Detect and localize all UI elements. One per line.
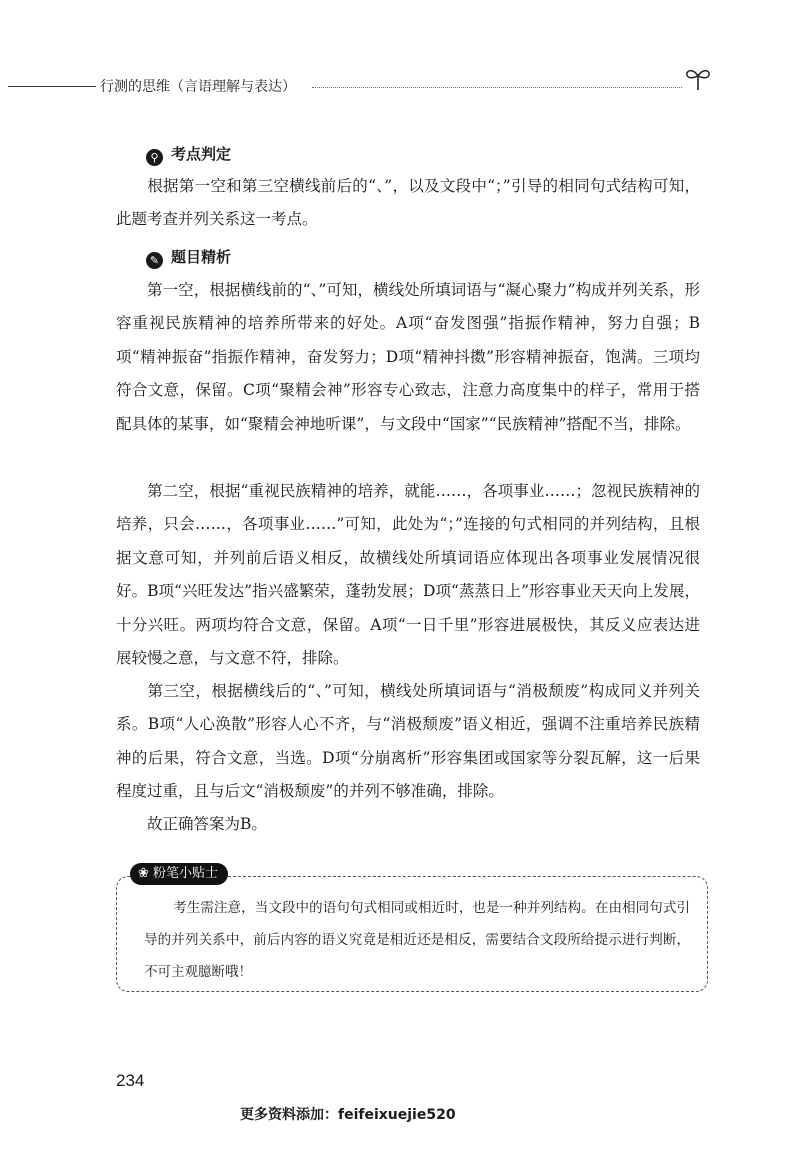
paragraph-kaodian-text: 根据第一空和第三空横线前后的“、”，以及文段中“；”引导的相同句式结构可知，此题考查并列关系这一考点。 — [116, 177, 700, 229]
pen-icon: ✎ — [146, 252, 163, 269]
page-number: 234 — [116, 1071, 145, 1090]
magnifier-icon: ⚲ — [146, 149, 163, 166]
running-header — [0, 74, 800, 98]
paragraph-blank-3 — [116, 675, 700, 809]
tip-text — [144, 892, 690, 988]
header-title: 行测的思维（言语理解与表达） — [100, 79, 296, 95]
tip-tag — [130, 863, 228, 885]
paragraph-answer — [116, 808, 700, 841]
paragraph-answer-text: 故正确答案为B。 — [147, 815, 267, 833]
tip-text-body: 考生需注意，当文段中的语句句式相同或相近时，也是一种并列结构。在由相同句式引导的并列关系中，前后内容的语义究竟是相近还是相反，需要结合文段所给提示进行判断，不可主观臆断哦！ — [144, 900, 690, 980]
section-title-jingxi — [146, 246, 231, 269]
paragraph-blank-1 — [116, 274, 700, 441]
section-title-jingxi-text: 题目精析 — [171, 248, 232, 266]
tip-tag-label: 粉笔小贴士 — [153, 866, 219, 881]
section-title-kaodian — [146, 143, 231, 166]
paragraph-blank-2-text: 第二空，根据“重视民族精神的培养，就能……，各项事业……；忽视民族精神的培养，只会……，各项事业……”可知，此处为“；”连接的句式相同的并列结构，且根据文意可知，并列前后语义相反，故横线处所填词语应体现出各项事业发展情况很好。B项“兴旺发达”指兴盛繁荣，蓬勃发展；D项“蒸蒸日上”形容事业天天向上发展，十分兴旺。两项均符合文意，保留。A项“一日千里”形容进展极快，其反义应表达进展较慢之意，与文意不符，排除。 — [116, 482, 700, 668]
paragraph-blank-3-text: 第三空，根据横线后的“、”可知，横线处所填词语与“消极颓废”构成同义并列关系。B项“人心涣散”形容人心不齐，与“消极颓废”语义相近，强调不注重培养民族精神的后果，符合文意，当选。D项“分崩离析”形容集团或国家等分裂瓦解，这一后果程度过重，且与后文“消极颓废”的并列不够准确，排除。 — [116, 682, 700, 801]
paragraph-kaodian — [116, 170, 700, 237]
footer-note: 更多资料添加：feifeixuejie520 — [240, 1107, 456, 1123]
header-rule-right — [312, 87, 682, 88]
sprout-icon — [683, 64, 713, 92]
header-rule-left — [8, 86, 96, 87]
sprout-small-icon: ❀ — [138, 866, 149, 881]
paragraph-blank-2 — [116, 475, 700, 675]
paragraph-blank-1-text: 第一空，根据横线前的“、”可知，横线处所填词语与“凝心聚力”构成并列关系，形容重视民族精神的培养所带来的好处。A项“奋发图强”指振作精神，努力自强；B项“精神振奋”指振作精神，奋发努力；D项“精神抖擞”形容精神振奋，饱满。三项均符合文意，保留。C项“聚精会神”形容专心致志，注意力高度集中的样子，常用于搭配具体的某事，如“聚精会神地听课”，与文段中“国家”“民族精神”搭配不当，排除。 — [116, 281, 700, 433]
section-title-kaodian-text: 考点判定 — [171, 145, 232, 163]
